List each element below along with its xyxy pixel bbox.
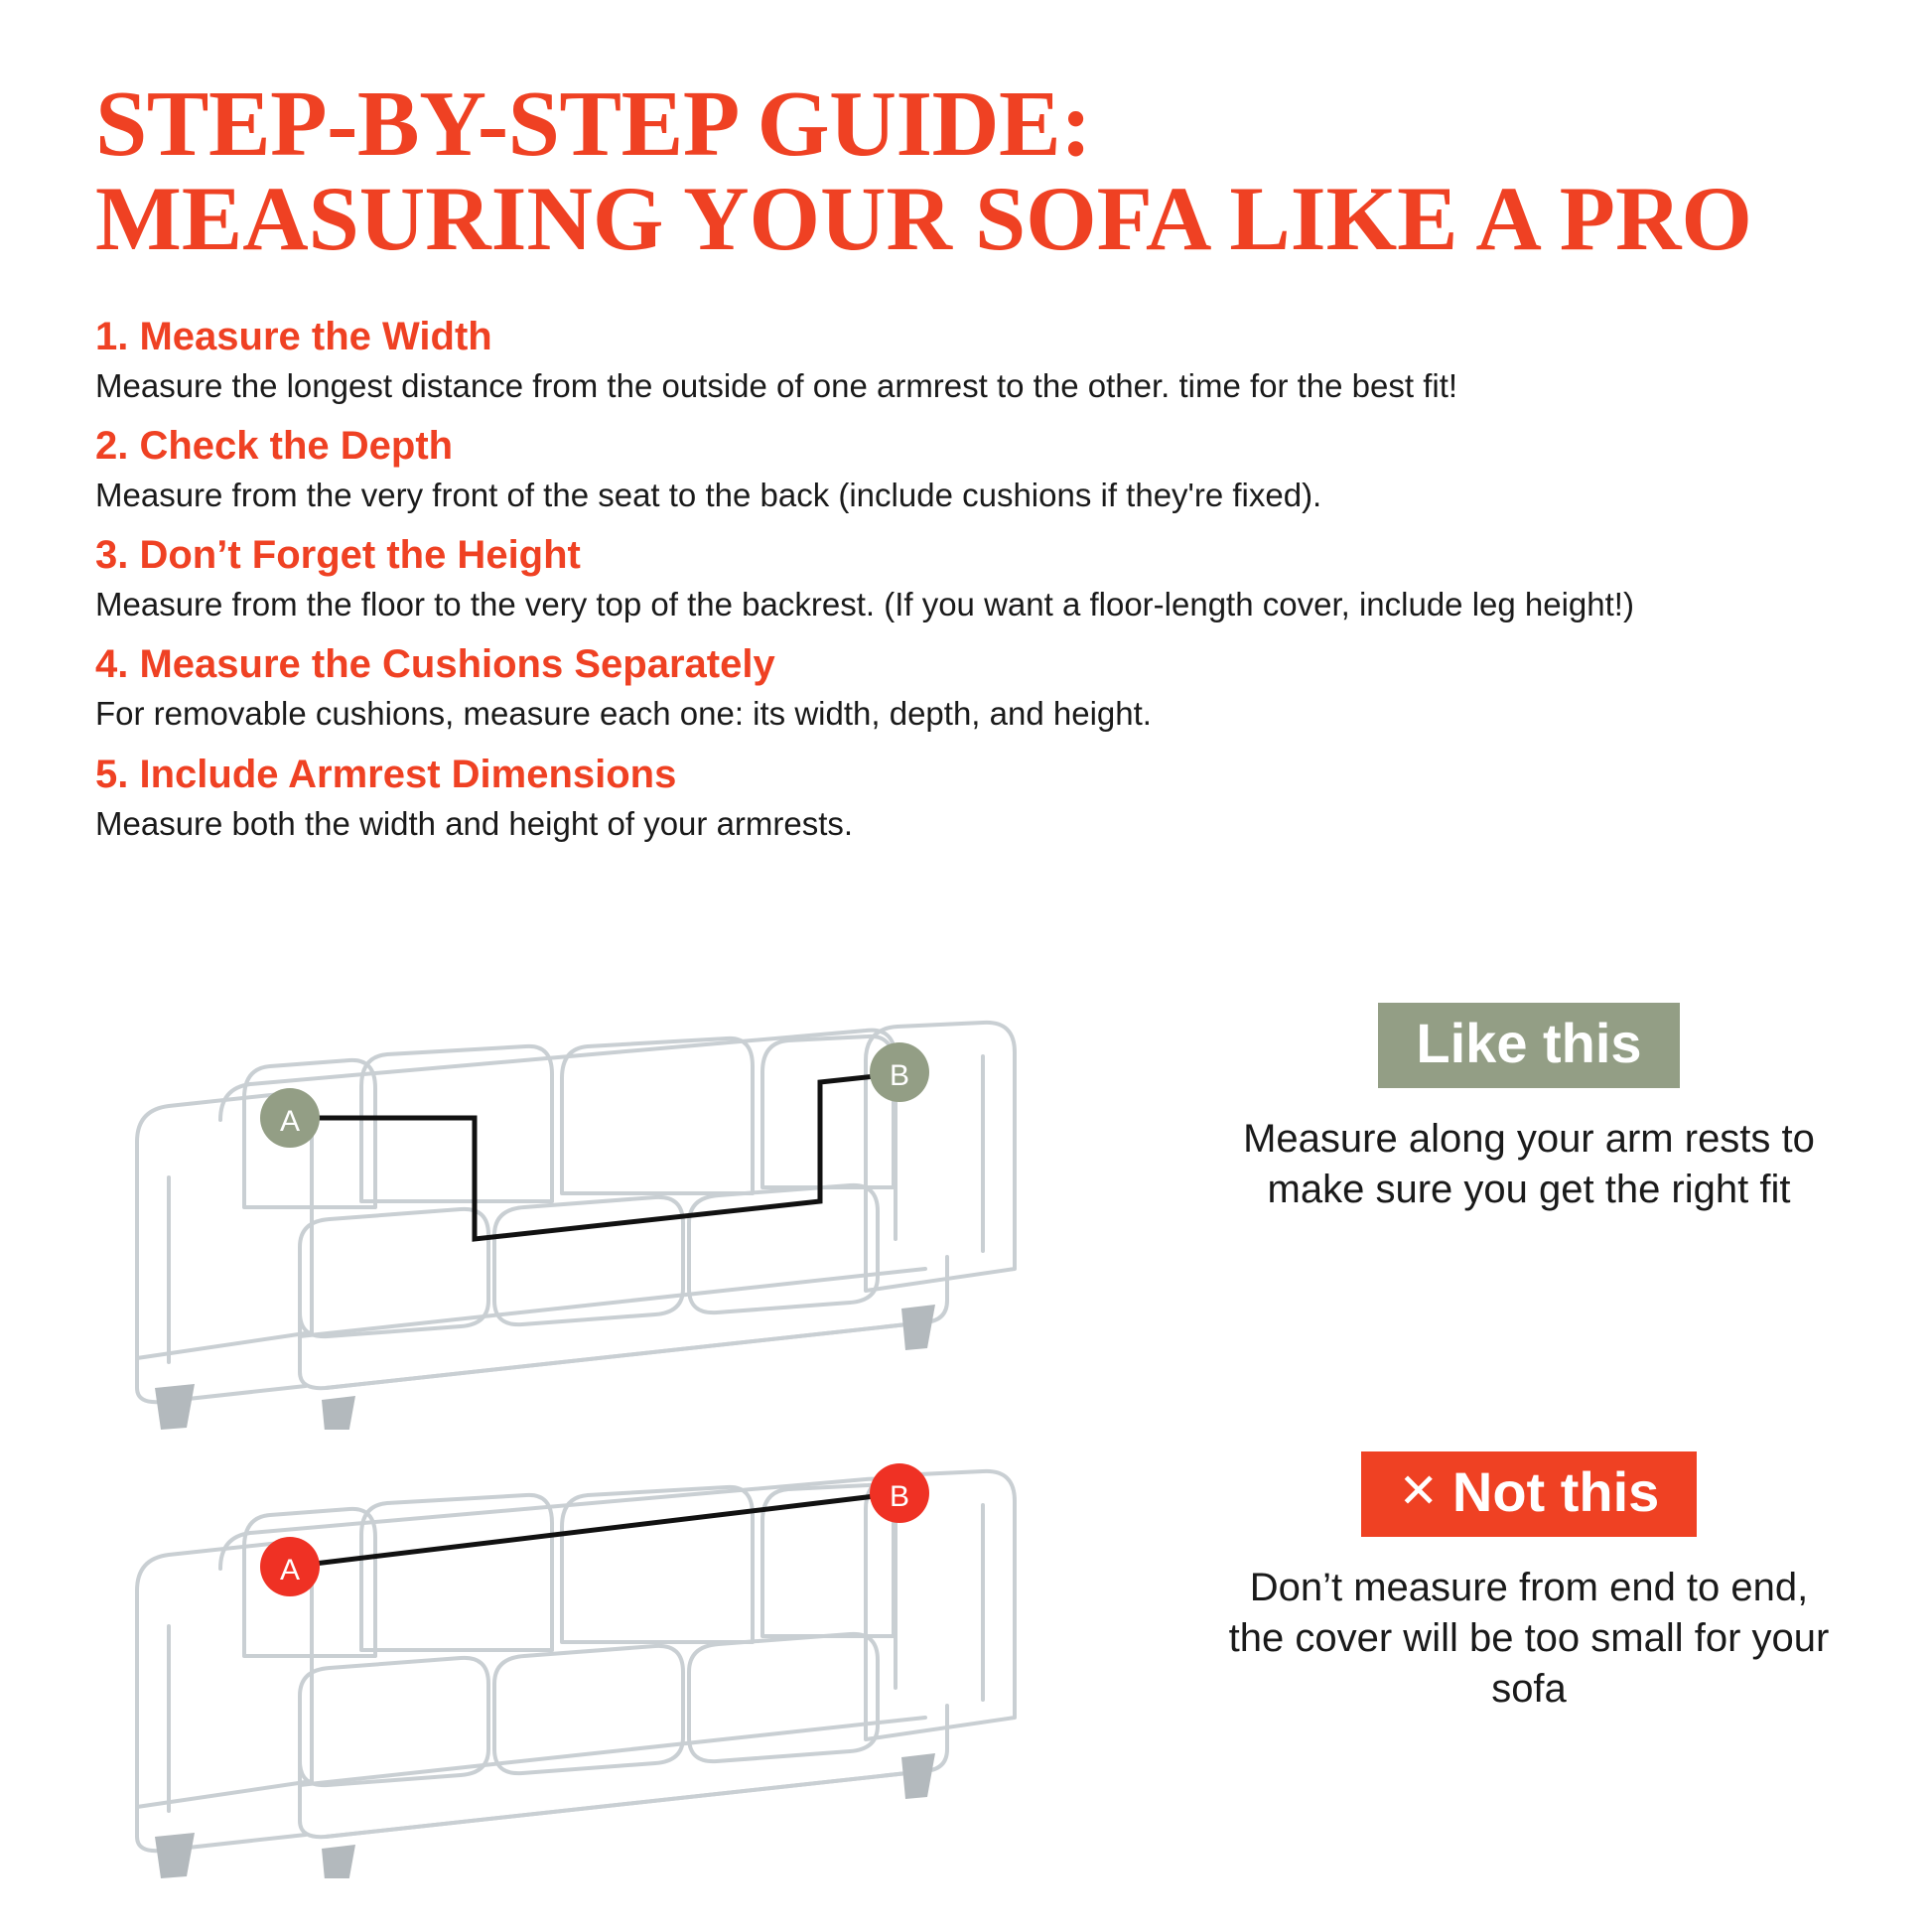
step-item <box>95 641 1837 735</box>
bad-example-callout <box>1221 1451 1837 1715</box>
marker-b-incorrect <box>870 1463 929 1523</box>
steps-list <box>95 314 1837 845</box>
step-3-heading: 3. Don’t Forget the Height <box>95 533 581 578</box>
step-3-body: Measure from the floor to the very top of the backrest. (If you want a floor-length cover, include leg height!) <box>95 586 1634 623</box>
step-2-heading: 2. Check the Depth <box>95 423 454 468</box>
svg-text:A: A <box>279 1554 301 1587</box>
marker-a-incorrect <box>260 1537 320 1596</box>
not-this-badge <box>1361 1451 1698 1537</box>
step-1-heading: 1. Measure the Width <box>95 314 492 358</box>
examples-section <box>95 1003 1837 1876</box>
step-5-heading: 5. Include Armrest Dimensions <box>95 752 677 796</box>
step-5-body: Measure both the width and height of your armrests. <box>95 804 854 842</box>
sofa-illustration-incorrect <box>95 1451 1187 1878</box>
not-this-description: Don’t measure from end to end, the cover will be too small for your sofa <box>1228 1565 1830 1712</box>
good-example-row <box>95 1003 1837 1430</box>
like-this-badge <box>1378 1003 1679 1088</box>
step-item <box>95 532 1837 625</box>
step-4-heading: 4. Measure the Cushions Separately <box>95 642 775 687</box>
x-mark-icon: ✕ <box>1398 1465 1439 1518</box>
bad-example-row <box>95 1451 1837 1878</box>
step-item <box>95 423 1837 516</box>
sofa-illustration-correct <box>95 1003 1187 1430</box>
page-title-line-1: STEP-BY-STEP GUIDE: <box>95 72 1092 176</box>
marker-a-correct <box>260 1088 320 1148</box>
svg-text:B: B <box>889 1059 910 1092</box>
marker-b-correct <box>870 1042 929 1102</box>
like-this-label: Like this <box>1416 1012 1642 1074</box>
good-example-callout <box>1221 1003 1837 1215</box>
step-1-body: Measure the longest distance from the outside of one armrest to the other. time for the best fit! <box>95 366 1458 404</box>
step-2-body: Measure from the very front of the seat to the back (include cushions if they're fixed). <box>95 476 1322 513</box>
step-item <box>95 752 1837 845</box>
like-this-description: Measure along your arm rests to make sure you get the right fit <box>1243 1116 1815 1211</box>
not-this-label: Not this <box>1451 1460 1660 1523</box>
sofa-diagram-correct <box>95 1003 1187 1430</box>
step-item <box>95 314 1837 407</box>
sofa-diagram-incorrect <box>95 1451 1187 1878</box>
svg-text:A: A <box>279 1105 301 1138</box>
page-title <box>95 0 1837 269</box>
page-title-line-2: MEASURING YOUR SOFA LIKE A PRO <box>95 167 1752 269</box>
svg-text:B: B <box>889 1480 910 1513</box>
step-4-body: For removable cushions, measure each one: its width, depth, and height. <box>95 695 1152 733</box>
